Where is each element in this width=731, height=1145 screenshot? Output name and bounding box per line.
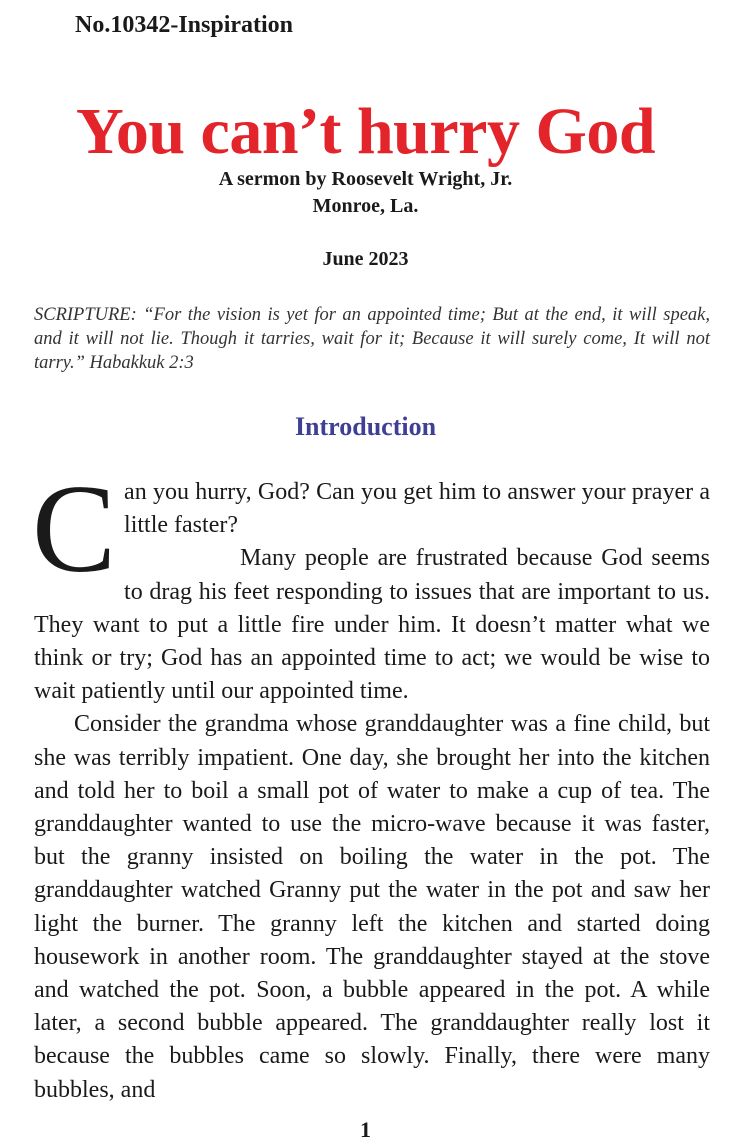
- paragraph-1: [32, 460, 710, 708]
- section-heading-introduction: Introduction: [294, 412, 437, 441]
- paragraph-1-rest: Many people are frustrated because God seems to drag his feet responding to issues that are important to us. They want to put a little fire under him. It doesn’t matter what we think or try; God has an appointed time to act; we would be wise to wait patiently until our appointed time.: [34, 545, 710, 705]
- author-location: Monroe, La.: [312, 195, 419, 217]
- sermon-date: June 2023: [322, 248, 409, 270]
- series-number: No.10342-Inspiration: [75, 12, 294, 38]
- paragraph-1-lead: an you hurry, God? Can you get him to answer your prayer a little faster?: [124, 479, 710, 539]
- scripture-quote: SCRIPTURE: “For the vision is yet for an appointed time; But at the end, it will speak, and it will not lie. Though it tarries, wait for it; Because it will surely come, It will not tarry.” Habakkuk 2:3: [34, 305, 710, 373]
- drop-cap: C: [32, 460, 117, 599]
- paragraph-2: Consider the grandma whose granddaughter was a fine child, but she was terribly impatient. One day, she brought her into the kitchen and told her to boil a small pot of water to make a cup of tea. The granddaughter wanted to use the micro-wave because it was faster, but the granny insisted on boiling the water in the pot. The granddaughter watched Granny put the water in the pot and saw her light the burner. The granny left the kitchen and started doing housework in another room. The granddaughter stayed at the stove and watched the pot. Soon, a bubble appeared in the pot. A while later, a second bubble appeared. The granddaughter really lost it because the bubbles came so slowly. Finally, there were many bubbles, and: [34, 711, 710, 1103]
- author-line: A sermon by Roosevelt Wright, Jr.: [218, 168, 513, 190]
- byline: [0, 166, 731, 220]
- page-number: 1: [360, 1117, 371, 1142]
- sermon-title: You can’t hurry God: [75, 95, 656, 168]
- body-text: [32, 460, 710, 1107]
